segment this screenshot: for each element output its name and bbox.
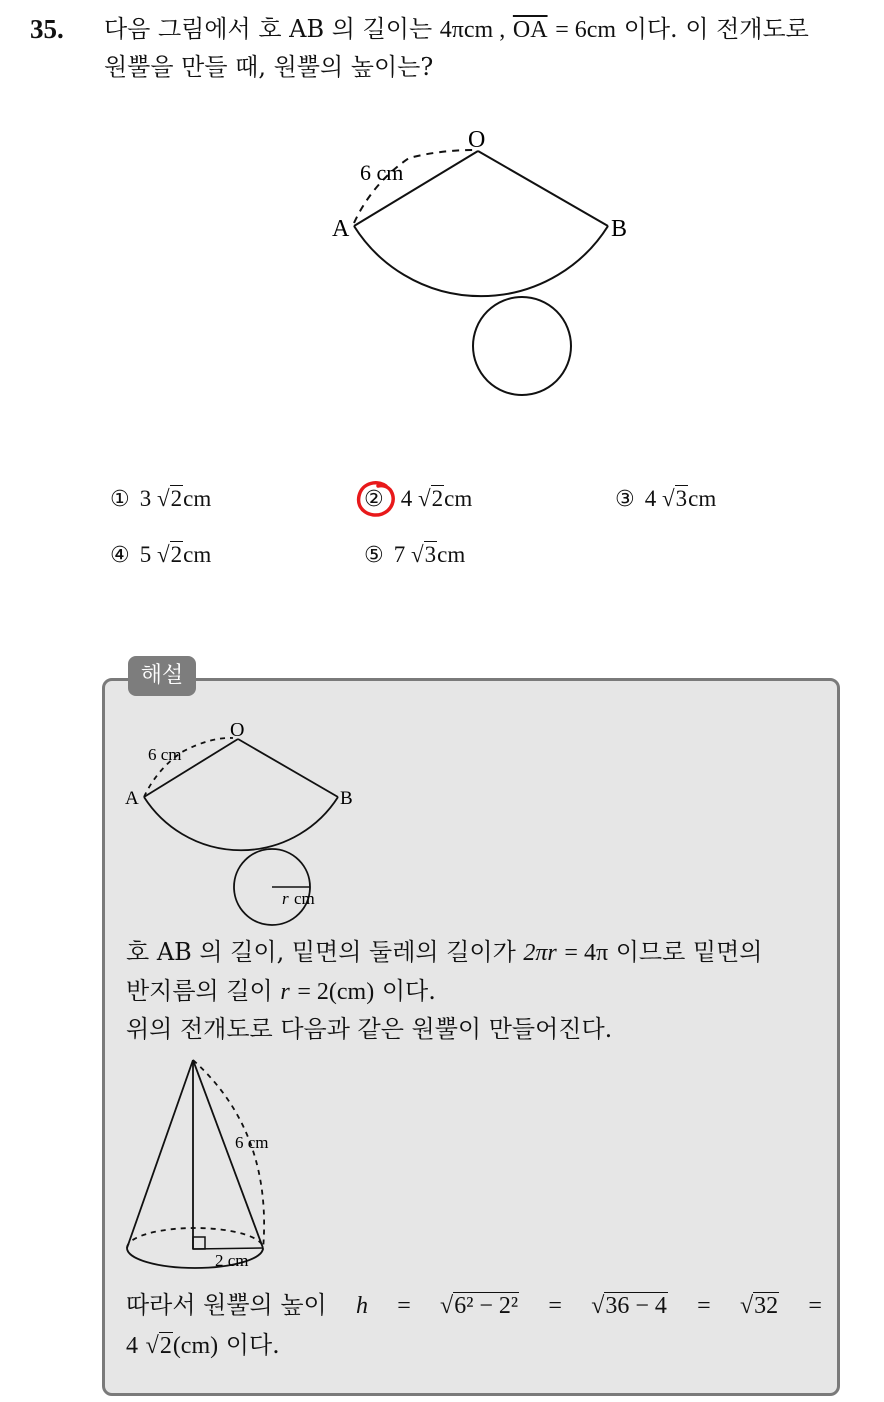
- choice-coef: 7: [393, 542, 406, 567]
- question-number: 35.: [30, 14, 64, 44]
- solution-tag: 해설: [128, 656, 196, 696]
- solution-line-3: 위의 전개도로 다음과 같은 원뿔이 만들어진다.: [126, 1015, 613, 1043]
- choice-number: ④: [110, 543, 130, 568]
- radius-ob: [478, 151, 608, 226]
- math-unit: (cm): [172, 1333, 219, 1359]
- segment-oa: $\overline{OA}$: [512, 17, 548, 43]
- choice-unit: cm: [437, 542, 466, 567]
- radicand: 6² − 2²: [454, 1293, 519, 1319]
- choice-coef: 4: [400, 486, 413, 511]
- label-r: r: [282, 889, 289, 908]
- math-expr: r: [280, 979, 290, 1005]
- solution-text: 따라서 원뿔의 높이: [126, 1291, 327, 1319]
- choice-1[interactable]: ① 3 √2cm: [110, 486, 212, 512]
- choice-radicand: 3: [675, 486, 688, 511]
- right-angle-mark: [193, 1237, 205, 1249]
- math-expr: = 2(cm): [297, 979, 375, 1005]
- choice-number: ③: [615, 487, 635, 512]
- choice-unit: cm: [688, 486, 717, 511]
- solution-line-2: [126, 976, 436, 1008]
- radicand: 2: [159, 1333, 172, 1359]
- choice-coef: 3: [139, 486, 152, 511]
- label-a: A: [332, 216, 350, 242]
- label-length: 6 cm: [148, 745, 182, 764]
- label-b: B: [340, 788, 353, 809]
- net-figure: [320, 120, 640, 410]
- solution-net-figure: [120, 712, 370, 932]
- math-eq: =: [397, 1293, 411, 1319]
- choice-number: ①: [110, 487, 130, 512]
- solution-text: 호 AB 의 길이, 밑면의 둘레의 길이가: [126, 938, 516, 966]
- choice-radicand: 2: [431, 486, 444, 511]
- label-o: O: [230, 719, 245, 741]
- label-slant: 6 cm: [235, 1133, 269, 1152]
- choice-radicand: 2: [170, 542, 183, 567]
- label-o: O: [468, 127, 486, 153]
- solution-text: 이다.: [381, 977, 436, 1005]
- solution-line-4: [126, 1290, 822, 1322]
- math-eq: =: [808, 1293, 822, 1319]
- segment-oa-value: = 6cm: [555, 17, 617, 43]
- label-r-unit: cm: [294, 889, 315, 908]
- arc-ab: [354, 226, 608, 296]
- radicand: 36 − 4: [605, 1293, 667, 1319]
- solution-line-5: 4 √2(cm) 이다.: [126, 1331, 280, 1359]
- math-coef: 4: [126, 1333, 138, 1359]
- math-expr: = 4π: [564, 940, 609, 966]
- solution-text: 반지름의 길이: [126, 977, 273, 1005]
- radius-ob: [238, 739, 338, 797]
- choice-radicand: 2: [170, 486, 183, 511]
- choice-coef: 5: [139, 542, 152, 567]
- label-a: A: [125, 788, 139, 809]
- sqrt-expr-1: √6² − 2²: [440, 1293, 519, 1319]
- math-eq: =: [697, 1293, 711, 1319]
- sqrt-expr-3: √32: [739, 1293, 779, 1319]
- question-line-2: 원뿔을 만들 때, 원뿔의 높이는?: [104, 53, 434, 81]
- base-back: [127, 1228, 263, 1248]
- choice-radicand: 3: [424, 542, 437, 567]
- cone-right-edge: [193, 1060, 263, 1248]
- cone-left-edge: [127, 1060, 193, 1248]
- arc-length-value: 4πcm ,: [439, 17, 506, 43]
- solution-text: 이므로 밑면의: [615, 938, 763, 966]
- question-text-a: 다음 그림에서 호 AB 의 길이는: [104, 15, 433, 43]
- question-line-1: [104, 14, 809, 45]
- answer-mark-icon: [354, 478, 400, 522]
- choice-unit: cm: [183, 542, 212, 567]
- radicand: 32: [754, 1293, 779, 1319]
- sqrt-expr-2: √36 − 4: [591, 1293, 667, 1319]
- choice-unit: cm: [183, 486, 212, 511]
- label-b: B: [611, 216, 628, 242]
- math-eq: =: [548, 1293, 562, 1319]
- solution-text: 이다.: [225, 1331, 280, 1359]
- choice-5[interactable]: ⑤ 7 √3cm: [364, 542, 466, 568]
- choice-number: ②: [364, 487, 391, 512]
- choice-2[interactable]: ② 4 √2cm: [364, 486, 472, 512]
- solution-line-1: [126, 937, 762, 969]
- choice-number: ⑤: [364, 543, 384, 568]
- question-text-b: 이다. 이 전개도로: [623, 15, 809, 43]
- choice-4[interactable]: ④ 5 √2cm: [110, 542, 212, 568]
- label-radius: 2 cm: [215, 1251, 249, 1270]
- label-length: 6 cm: [360, 160, 404, 185]
- math-expr: 2πr: [523, 940, 557, 966]
- choice-unit: cm: [444, 486, 473, 511]
- math-h: h: [355, 1293, 368, 1319]
- choice-coef: 4: [644, 486, 657, 511]
- choice-3[interactable]: ③ 4 √3cm: [615, 486, 717, 512]
- cone-figure: [115, 1052, 295, 1277]
- arc-ab: [144, 797, 338, 850]
- base-circle: [473, 297, 571, 395]
